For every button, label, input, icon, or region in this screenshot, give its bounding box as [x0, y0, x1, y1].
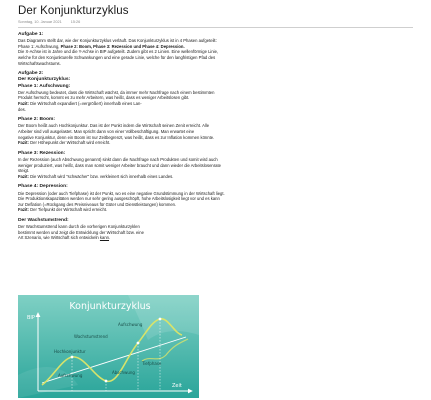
fazit-label: Fazit:	[18, 100, 29, 106]
section-aufgabe-2	[18, 71, 418, 112]
wachstumstrend-line: bestimmt werden und zeigt die Entwicklung der Wirtschaft bzw. eine	[18, 229, 144, 235]
wachstumstrend-text: Art Szenario, wie Wirtschaft sich entwickeln	[18, 235, 100, 241]
aufgabe-1-heading: Aufgabe 1:	[18, 32, 44, 37]
phase-4-heading: Phase 4: Depression:	[18, 184, 68, 190]
aufgabe-1-phases-bold: Phase 2: Boom, Phase 3: Rezession und Phase 4: Depression.	[60, 43, 185, 49]
wachstumstrend-line	[18, 235, 418, 241]
y-axis-label: BIP	[27, 315, 35, 321]
phase-1-line: Produkt herrscht, kommt es zu mehr Arbeitern, was heißt, dass es weniger Arbeitslosen gibt.	[18, 95, 190, 101]
fazit-text: Der Tiefpunkt der Wirtschaft wird erreicht.	[28, 207, 108, 213]
aufgabe-2-heading: Aufgabe 2:	[18, 71, 44, 77]
fazit-label: Fazit:	[18, 207, 29, 213]
phase-1-fazit-cont: des.	[18, 106, 26, 112]
label-hochkonjunktur: Hochkonjunktur	[54, 349, 86, 354]
cycle-point	[159, 318, 162, 321]
page-date-line	[18, 20, 418, 26]
fazit-text: Der Höhepunkt der Wirtschaft wird erreicht.	[28, 140, 111, 146]
kann-link[interactable]: kann	[99, 235, 110, 241]
phase-3-heading: Phase 3: Rezession:	[18, 150, 66, 156]
phase-2-heading: Phase 2: Boom:	[18, 117, 55, 123]
phase-2-fazit	[18, 140, 418, 146]
phase-4-line: Die Depression (oder auch Tiefphase) ist der Punkt, wo es eine negative Grundstimmung in der Wirtschaft liegt.	[18, 190, 225, 196]
phase-1-line: Der Aufschwung bedeutet, dass die Wirtschaft wächst, da immer mehr Nachfrage nach einem bestimmten	[18, 89, 215, 95]
cycle-point	[137, 342, 140, 345]
phase-2-line: Arbeiter sind voll ausgelastet. Man spricht dann von einer Vollbeschäftigung. Man erwartet eine	[18, 128, 195, 134]
x-axis-label: Zeit	[172, 383, 182, 389]
phase-4-line: Die Produktionskapazitäten werden nur sehr gering ausgeschöpft, hohe Arbeitslosigkeit liegt vor und es kann	[18, 196, 220, 202]
page-title: Der Konjunkturzyklus	[18, 5, 129, 17]
period: .	[109, 235, 111, 241]
wachstumstrend-heading: Der Wachstumstrend:	[18, 217, 69, 223]
figure-title: Konjunkturzyklus	[69, 301, 151, 312]
label-aufschwung-top: Aufschwung	[118, 322, 143, 327]
section-wachstumstrend	[18, 218, 418, 241]
konjunkturzyklus-diagram	[18, 295, 199, 398]
document-page	[18, 4, 418, 246]
phase-1-heading: Phase 1: Aufschwung:	[18, 83, 71, 89]
phase-2-line: Der Boom heißt auch Hochkonjunktur. Das ist der Punkt indem die Wirtschaft seinen Zenit erreicht. Alle	[18, 123, 210, 129]
cycle-point	[105, 380, 108, 383]
phase-3-line: weniger produziert, was heißt, dass man somit weniger Arbeiter braucht und dann wieder die Arbeitslosenrate	[18, 162, 221, 168]
label-abschwung: Abschwung	[112, 370, 135, 375]
label-tiefphase: Tiefphase	[142, 361, 162, 366]
aufgabe-1-line: Die X-Achse ist in Jahre und die Y-Achse in BIP aufgeteilt. Zudem gibt es 2 Linien. Eine wellenförmige Linie,	[18, 49, 219, 55]
aufgabe-2-subheading: Der Konjunkturzyklus:	[18, 77, 71, 83]
page-date: Sonntag, 10. Januar 2021	[18, 20, 62, 24]
fazit-text: Die Wirtschaft expandiert (=vergrößert) innerhalb eines Lan-	[28, 100, 142, 106]
aufgabe-1-phase1-text: Phase 1: Aufschwung,	[18, 43, 61, 49]
phase-3-fazit	[18, 174, 418, 180]
phase-3-line: steigt.	[18, 168, 30, 174]
phase-4-fazit	[18, 207, 418, 213]
section-aufgabe-1	[18, 32, 418, 66]
phase-2-line: negative Konjunktur, denn ein Boom ist nur Zeitbegrenzt, was heißt, dass es zur Inflation kommen könnte.	[18, 134, 215, 140]
cycle-point	[71, 356, 74, 359]
fazit-text: Die Wirtschaft wird "schwächer" bzw. verkleinert sich innerhalb eines Landes.	[28, 173, 174, 179]
phase-4-line: zur Deflation (=Rückgang des Preisniveaus für Güter und Dienstleistungen) kommen.	[18, 201, 177, 207]
aufgabe-1-line: welche für den Konjunkturelle Schwankungen und eine gerade Linie, welche für den langfristigen Pfad des	[18, 54, 216, 60]
section-phase-3	[18, 151, 418, 180]
fazit-label: Fazit:	[18, 173, 29, 179]
fazit-label: Fazit:	[18, 140, 29, 146]
wachstumstrend-line: Der Wachstumstrend kann durch die vorherigen Konjunkturzyklen	[18, 224, 140, 230]
aufgabe-1-line: Das Diagramm stellt dar, wie der Konjunkturzyklus verläuft. Das Konjunkturzyklus ist in 4 Phasen aufgeteilt:	[18, 38, 217, 44]
label-wachstumstrend: Wachstumstrend	[74, 334, 108, 339]
section-phase-2	[18, 117, 418, 146]
phase-3-line: In der Rezession (auch Abschwung genannt) sinkt dann die Nachfrage nach Produkten und somit wird auch	[18, 156, 218, 162]
title-divider	[18, 27, 413, 28]
page-time: 15:26	[70, 20, 81, 24]
konjunkturzyklus-figure	[18, 295, 199, 398]
label-aufschwung-bottom: Aufschwung	[58, 373, 83, 378]
aufgabe-1-line: Wirtschaftswachstums.	[18, 60, 61, 66]
section-phase-4	[18, 184, 418, 213]
